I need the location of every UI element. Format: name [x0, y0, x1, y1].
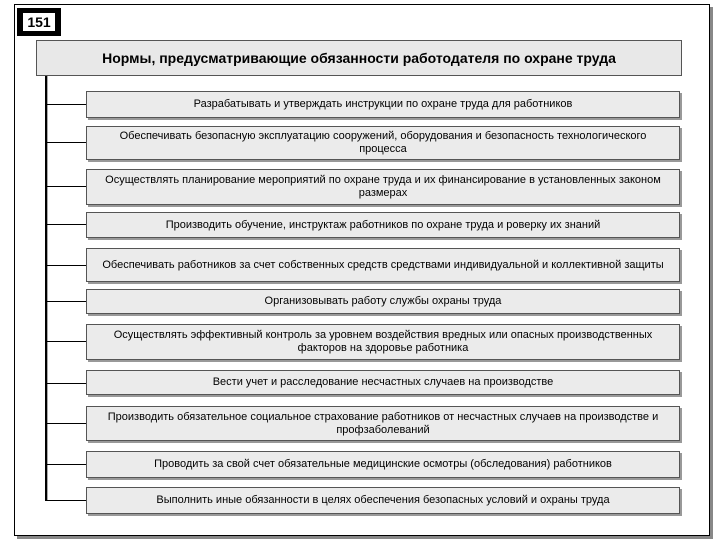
duty-item-6: Организовывать работу службы охраны труда	[86, 289, 680, 314]
connector-branch	[46, 383, 86, 384]
connector-branch	[46, 186, 86, 187]
connector-branch	[46, 341, 86, 342]
connector-spine-shadow	[47, 76, 48, 501]
slide-number-badge	[17, 8, 61, 36]
duty-item-9: Производить обязательное социальное страхование работников от несчастных случаев на производстве и профзаболеваний	[86, 406, 680, 441]
connector-branch	[46, 104, 86, 105]
duty-item-11: Выполнить иные обязанности в целях обеспечения безопасных условий и охраны труда	[86, 487, 680, 514]
duty-item-10: Проводить за свой счет обязательные медицинские осмотры (обследования) работников	[86, 451, 680, 478]
duty-item-8: Вести учет и расследование несчастных случаев на производстве	[86, 370, 680, 395]
connector-branch	[46, 464, 86, 465]
slide-number: 151	[23, 13, 55, 31]
diagram-title: Нормы, предусматривающие обязанности работодателя по охране труда	[36, 40, 682, 76]
duty-item-2: Обеспечивать безопасную эксплуатацию сооружений, оборудования и безопасность технологического процесса	[86, 126, 680, 160]
connector-branch	[46, 500, 86, 501]
connector-branch	[46, 265, 86, 266]
duty-item-5: Обеспечивать работников за счет собственных средств средствами индивидуальной и коллективной защиты	[86, 248, 680, 282]
duty-item-3: Осуществлять планирование мероприятий по охране труда и их финансирование в установленных законом размерах	[86, 169, 680, 205]
connector-branch	[46, 423, 86, 424]
duty-item-7: Осуществлять эффективный контроль за уровнем воздействия вредных или опасных производственных факторов на здоровье работника	[86, 324, 680, 360]
connector-branch	[46, 142, 86, 143]
connector-branch	[46, 301, 86, 302]
connector-branch	[46, 224, 86, 225]
duty-item-4: Производить обучение, инструктаж работников по охране труда и роверку их знаний	[86, 212, 680, 238]
duty-item-1: Разрабатывать и утверждать инструкции по охране труда для работников	[86, 91, 680, 118]
